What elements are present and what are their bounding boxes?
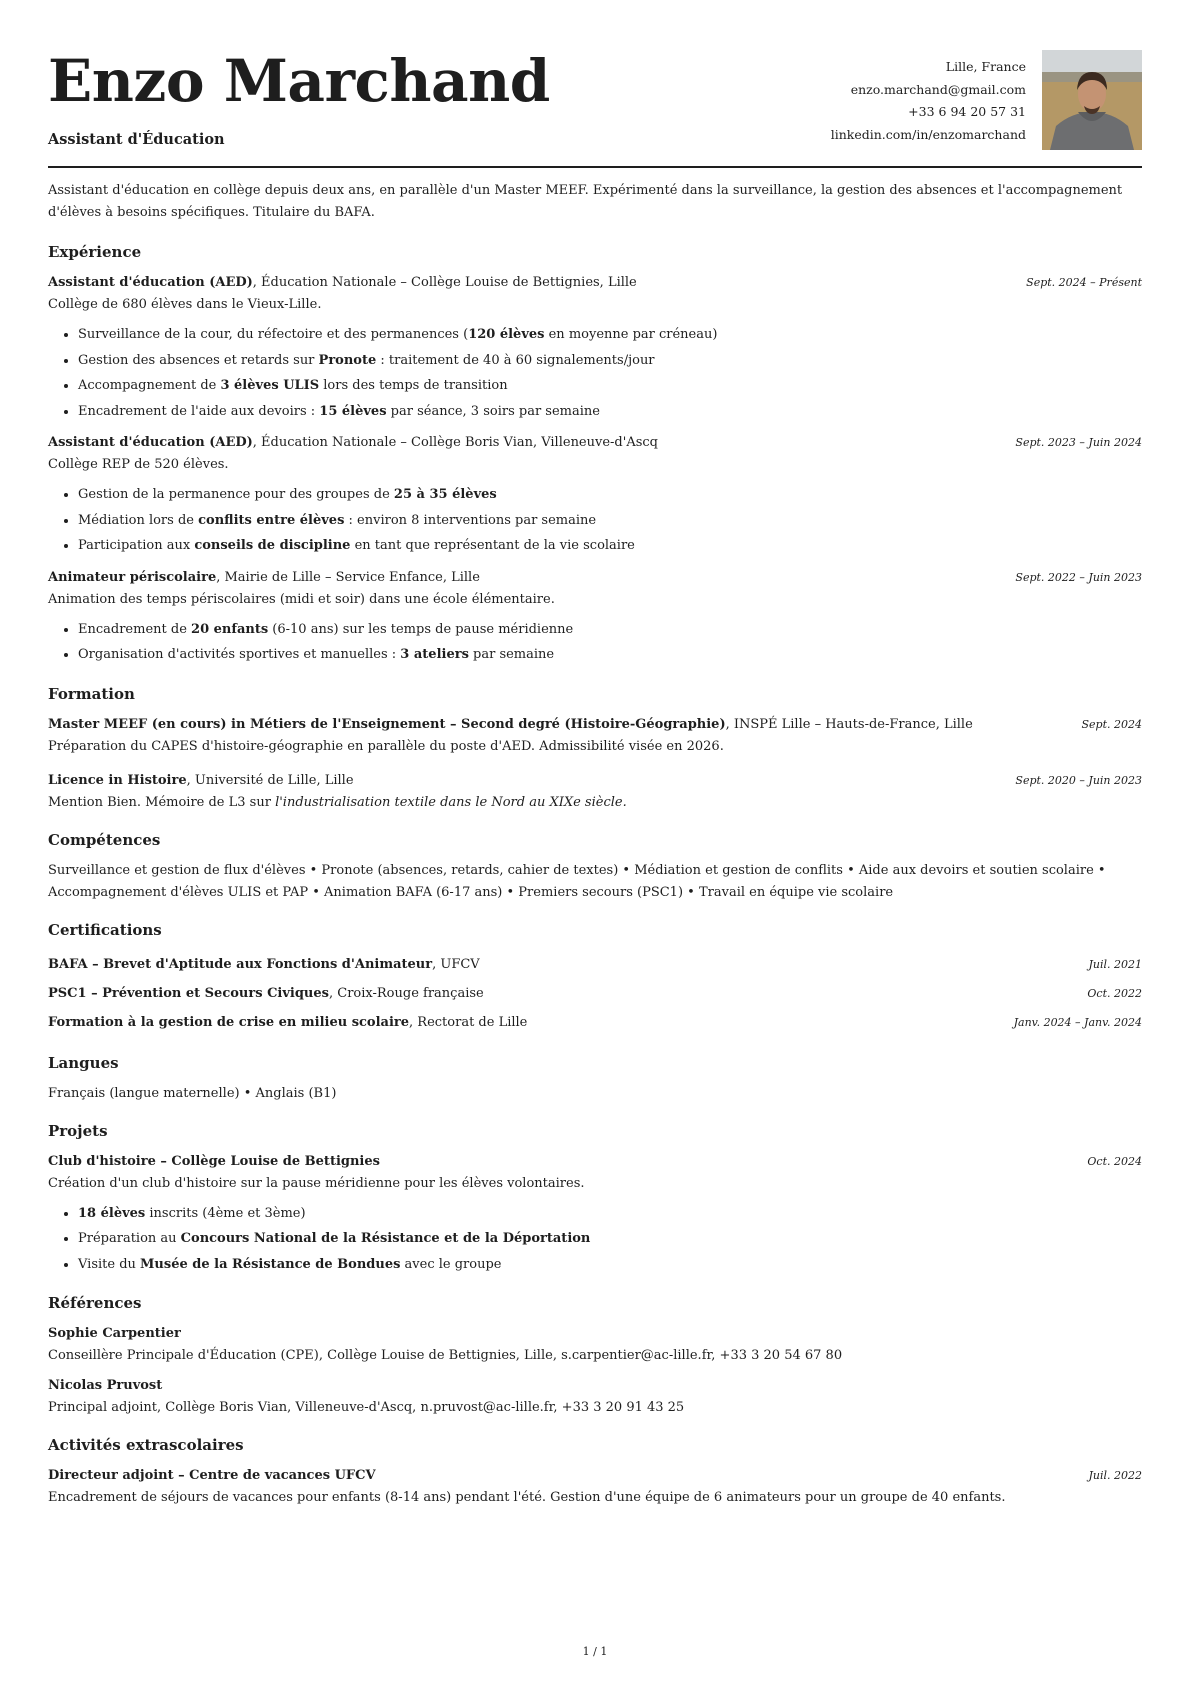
job-description: Collège de 680 élèves dans le Vieux-Lille. (48, 297, 322, 312)
job-org: , Éducation Nationale – Collège Boris Vian, Villeneuve-d'Ascq (252, 435, 658, 450)
job-bullets (48, 322, 1142, 424)
experience-section (48, 240, 1142, 668)
bullet-item: • Accompagnement de 3 élèves ULIS lors des temps de transition (78, 373, 1142, 399)
experience-entry (48, 567, 1142, 668)
section-heading-languages: Langues (48, 1053, 119, 1072)
section-heading-skills: Compétences (48, 830, 161, 849)
job-org: , Mairie de Lille – Service Enfance, Lille (216, 569, 480, 585)
candidate-role: Assistant d'Éducation (48, 131, 225, 148)
project-bullets (48, 1201, 1142, 1278)
bullet-item: • Encadrement de l'aide aux devoirs : 15 élèves par séance, 3 soirs par semaine (78, 399, 1142, 425)
contact-phone[interactable]: +33 6 94 20 57 31 (908, 104, 1026, 119)
job-date: Sept. 2022 – Juin 2023 (1015, 570, 1142, 584)
degree-title: Licence in Histoire (48, 772, 187, 788)
profile-photo (1042, 50, 1142, 150)
reference-name: Nicolas Pruvost (48, 1378, 163, 1393)
education-section (48, 682, 1142, 814)
project-entry (48, 1151, 1142, 1278)
job-title: Assistant d'éducation (AED) (48, 435, 253, 450)
education-date: Sept. 2024 (1081, 717, 1142, 731)
job-title: Animateur périscolaire (48, 569, 217, 585)
section-heading-experience: Expérience (48, 243, 142, 261)
job-date: Sept. 2023 – Juin 2024 (1015, 436, 1142, 449)
education-date: Sept. 2020 – Juin 2023 (1015, 773, 1142, 787)
page-number: 1 / 1 (582, 1645, 608, 1658)
certifications-section (48, 918, 1142, 1037)
reference-entry (48, 1323, 1142, 1367)
reference-entry (48, 1375, 1142, 1419)
education-entry (48, 770, 1142, 814)
certification-item: PSC1 – Prévention et Secours Civiques, Croix-Rouge française Oct. 2022 (48, 985, 1142, 1001)
project-name: Club d'histoire – Collège Louise de Bettignies (48, 1153, 380, 1169)
skills-list: Surveillance et gestion de flux d'élèves • Pronote (absences, retards, cahier de textes) • Médiation et gestion de conflits • Aide aux devoirs et soutien scolaire • Accompagnement d'élèves ULIS et PAP • Animation BAFA (6-17 ans) • Premiers secours (PSC1) • Travail en équipe vie scolaire (48, 862, 1106, 900)
activity-date: Juil. 2022 (1088, 1469, 1142, 1482)
languages-list: Français (langue maternelle) • Anglais (B1) (48, 1085, 337, 1101)
contact-block (831, 56, 1026, 146)
school-name: , Université de Lille, Lille (186, 772, 354, 788)
references-section (48, 1291, 1142, 1419)
experience-entry (48, 432, 1142, 559)
languages-section (48, 1051, 1142, 1105)
bullet-item: • Visite du Musée de la Résistance de Bondues avec le groupe (78, 1252, 1142, 1278)
bullet-item: • Encadrement de 20 enfants (6-10 ans) sur les temps de pause méridienne (78, 617, 1142, 643)
project-date: Oct. 2024 (1087, 1154, 1142, 1168)
portrait-image (1042, 50, 1142, 150)
bullet-item: • Préparation au Concours National de la Résistance et de la Déportation (78, 1226, 1142, 1252)
education-description: Mention Bien. Mémoire de L3 sur l'industrialisation textile dans le Nord au XIXe siècle. (48, 794, 627, 810)
job-date: Sept. 2024 – Présent (1026, 276, 1142, 289)
section-heading-extracurricular: Activités extrascolaires (48, 1436, 244, 1454)
job-title: Assistant d'éducation (AED) (48, 275, 253, 290)
bullet-item: • Organisation d'activités sportives et manuelles : 3 ateliers par semaine (78, 642, 1142, 668)
header-divider (48, 166, 1142, 168)
extracurricular-entry (48, 1465, 1142, 1509)
extracurricular-section (48, 1433, 1142, 1509)
section-heading-certifications: Certifications (48, 920, 162, 939)
section-heading-education: Formation (48, 684, 135, 703)
reference-details: Principal adjoint, Collège Boris Vian, Villeneuve-d'Ascq, n.pruvost@ac-lille.fr, +33 3 20 91 43 25 (48, 1400, 685, 1415)
experience-entry (48, 272, 1142, 424)
education-description: Préparation du CAPES d'histoire-géographie en parallèle du poste d'AED. Admissibilité visée en 2026. (48, 738, 724, 754)
education-entry (48, 714, 1142, 758)
section-heading-projects: Projets (48, 1121, 108, 1140)
reference-name: Sophie Carpentier (48, 1326, 181, 1341)
reference-details: Conseillère Principale d'Éducation (CPE), Collège Louise de Bettignies, Lille, s.carpentier@ac-lille.fr, +33 3 20 54 67 80 (48, 1348, 843, 1363)
resume-body (48, 180, 1142, 1523)
job-description: Collège REP de 520 élèves. (48, 457, 229, 472)
contact-location: Lille, France (945, 59, 1026, 74)
bullet-item: • Participation aux conseils de discipline en tant que représentant de la vie scolaire (78, 533, 1142, 559)
candidate-name: Enzo Marchand (48, 47, 550, 115)
contact-email[interactable]: enzo.marchand@gmail.com (850, 81, 1026, 97)
school-name: , INSPÉ Lille – Hauts-de-France, Lille (725, 716, 973, 732)
bullet-item: • Gestion de la permanence pour des groupes de 25 à 35 élèves (78, 482, 1142, 508)
bullet-item: • Gestion des absences et retards sur Pronote : traitement de 40 à 60 signalements/jour (78, 348, 1142, 374)
bullet-item: • Médiation lors de conflits entre élèves : environ 8 interventions par semaine (78, 508, 1142, 534)
contact-linkedin[interactable]: linkedin.com/in/enzomarchand (830, 126, 1026, 142)
projects-section (48, 1119, 1142, 1278)
skills-section (48, 828, 1142, 904)
certification-item: BAFA – Brevet d'Aptitude aux Fonctions d'Animateur, UFCV Juil. 2021 (48, 956, 1142, 972)
job-org: , Éducation Nationale – Collège Louise de Bettignies, Lille (252, 275, 637, 290)
activity-name: Directeur adjoint – Centre de vacances UFCV (48, 1468, 376, 1483)
section-heading-references: Références (48, 1294, 142, 1312)
job-bullets (48, 482, 1142, 559)
job-bullets (48, 617, 1142, 668)
bullet-item: • 18 élèves inscrits (4ème et 3ème) (78, 1201, 1142, 1227)
bullet-item: • Surveillance de la cour, du réfectoire et des permanences (120 élèves en moyenne par créneau) (78, 322, 1142, 348)
summary-text: Assistant d'éducation en collège depuis deux ans, en parallèle d'un Master MEEF. Expérimenté dans la surveillance, la gestion des absences et l'accompagnement d'élèves à besoins spécifiques. Titulaire du BAFA. (48, 183, 1123, 220)
project-description: Création d'un club d'histoire sur la pause méridienne pour les élèves volontaires. (48, 1175, 585, 1191)
degree-title: Master MEEF (en cours) in Métiers de l'Enseignement – Second degré (Histoire-Géographie) (48, 716, 726, 732)
activity-description: Encadrement de séjours de vacances pour enfants (8-14 ans) pendant l'été. Gestion d'une équipe de 6 animateurs pour un groupe de 40 enfants. (48, 1490, 1006, 1505)
job-description: Animation des temps périscolaires (midi et soir) dans une école élémentaire. (48, 591, 555, 607)
certification-item: Formation à la gestion de crise en milieu scolaire, Rectorat de Lille Janv. 2024 – Janv. 2024 (48, 1014, 1142, 1030)
